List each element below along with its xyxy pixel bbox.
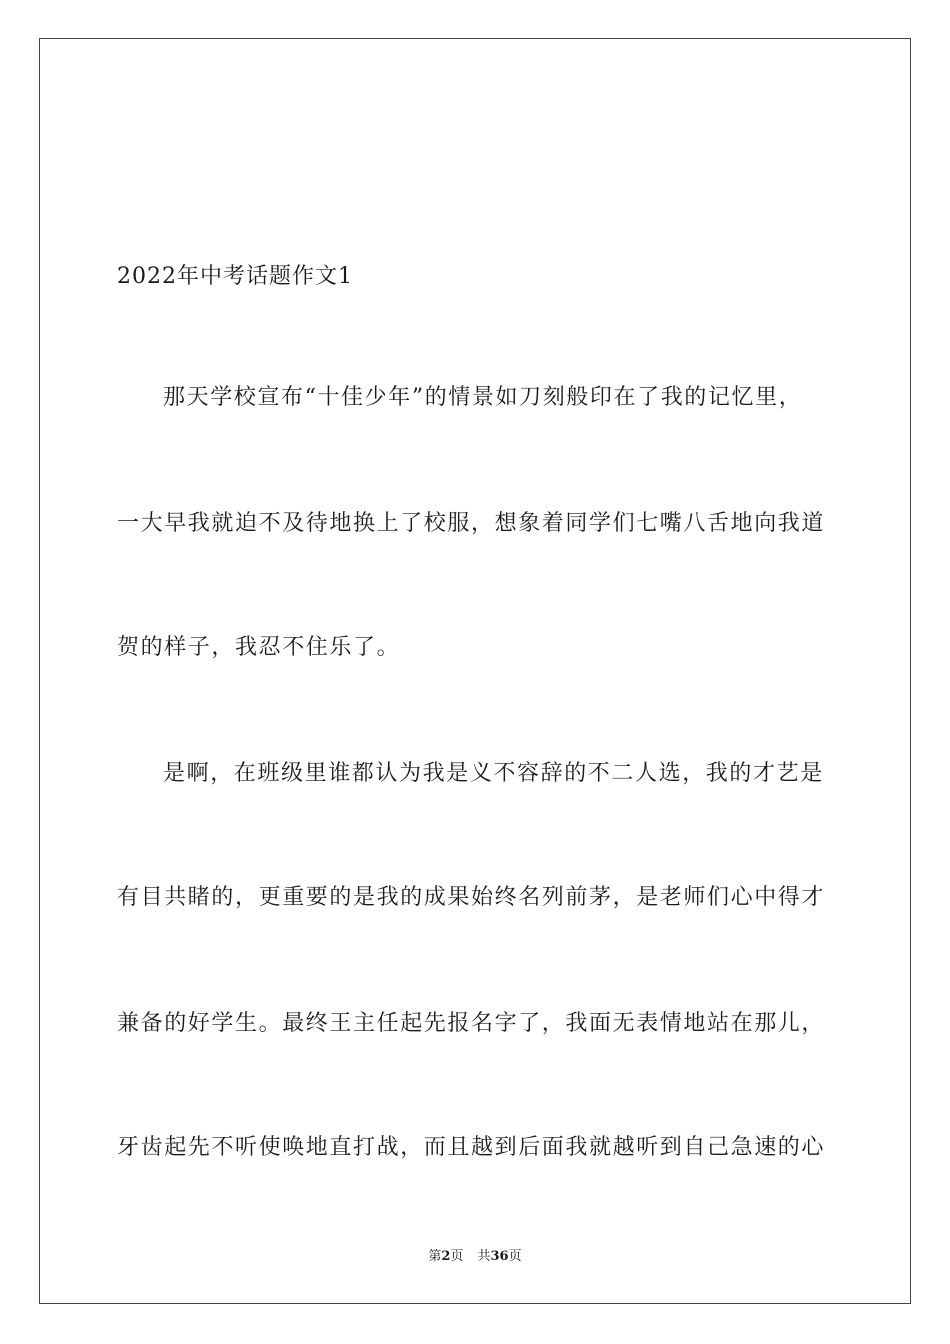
paragraph-2-line-2: 有目共睹的，更重要的是我的成果始终名列前茅，是老师们心中得才 [117,885,826,910]
total-suffix: 页 [508,1249,522,1264]
total-prefix: 共 [477,1249,491,1264]
page-number: 2 [441,1249,451,1264]
page-border [39,38,911,1304]
document-title: 2022年中考话题作文1 [117,264,353,289]
page-suffix: 页 [450,1249,464,1264]
page-prefix: 第 [428,1249,442,1264]
page-footer [0,1248,950,1266]
paragraph-2-line-1: 是啊，在班级里谁都认为我是义不容辞的不二人选，我的才艺是 [163,761,824,786]
paragraph-2-line-4: 牙齿起先不听使唤地直打战，而且越到后面我就越听到自己急速的心 [117,1135,826,1160]
paragraph-2-line-3: 兼备的好学生。最终王主任起先报名字了，我面无表情地站在那儿， [117,1011,826,1036]
paragraph-1-line-2: 一大早我就迫不及待地换上了校服，想象着同学们七嘴八舌地向我道 [117,511,826,536]
total-pages: 36 [490,1249,509,1264]
paragraph-1-line-3: 贺的样子，我忍不住乐了。 [117,635,401,660]
paragraph-1-line-1: 那天学校宣布“十佳少年”的情景如刀刻般印在了我的记忆里， [163,385,803,410]
